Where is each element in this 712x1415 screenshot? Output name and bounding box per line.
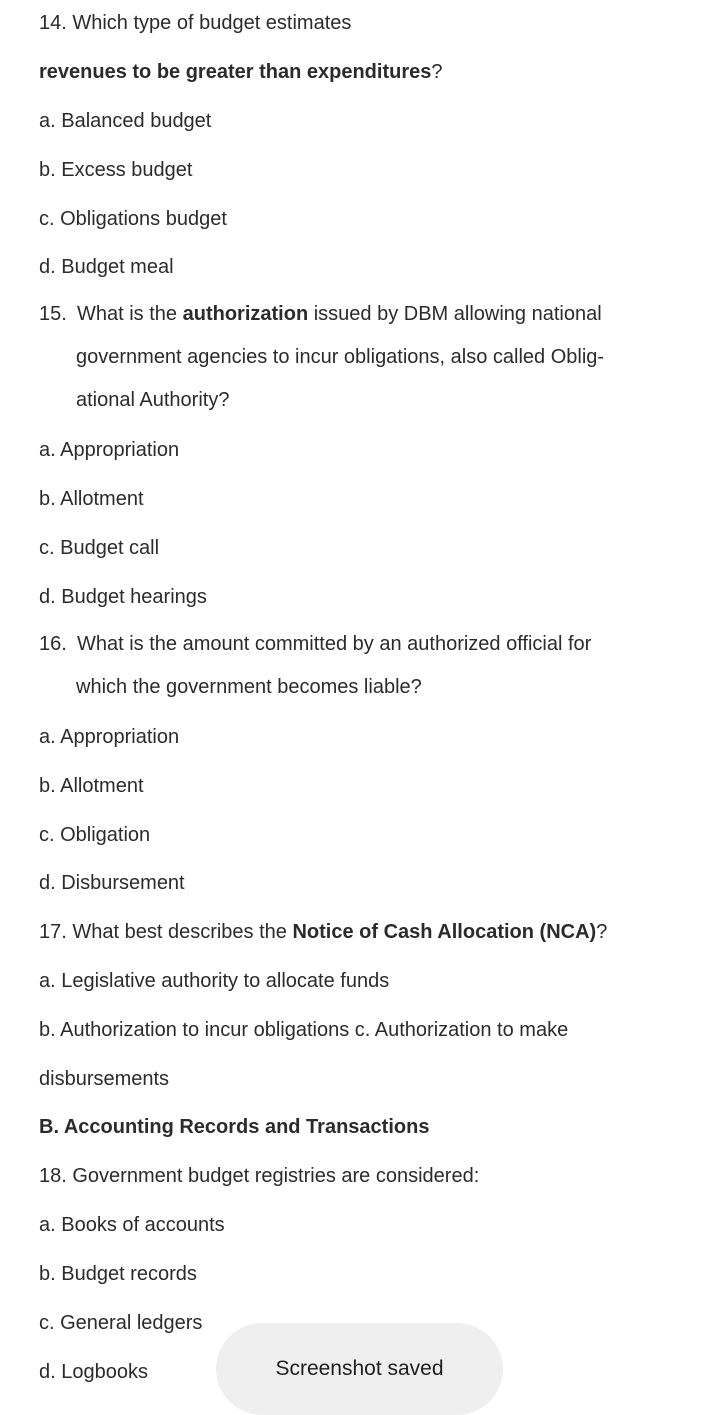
question-15 [39,293,676,422]
question-15-bold-term: authorization [182,303,309,325]
question-18-option-a: a. Books of accounts [39,1214,225,1236]
question-18-option-b: b. Budget records [39,1263,197,1285]
question-17-option-c-continued: disbursements [39,1068,170,1090]
question-15-line-3: ational Authority? [76,389,230,411]
question-14-option-a: a. Balanced budget [39,110,212,132]
question-18-option-c: c. General ledgers [39,1312,203,1334]
question-14-bold-phrase: revenues to be greater than expenditures [39,61,432,83]
toast-message: Screenshot saved [275,1357,444,1380]
question-17-bold-term: Notice of Cash Allocation (NCA) [292,921,597,943]
question-15-option-a: a. Appropriation [39,439,180,461]
question-15-option-b: b. Allotment [39,488,144,510]
screenshot-saved-toast[interactable] [216,1323,503,1415]
question-16-option-b: b. Allotment [39,775,144,797]
question-16-option-d: d. Disbursement [39,872,185,894]
question-17-option-a: a. Legislative authority to allocate funds [39,970,390,992]
question-15-option-d: d. Budget hearings [39,586,207,608]
question-14-mark: ? [431,61,443,83]
question-16-option-a: a. Appropriation [39,726,180,748]
question-16 [39,623,676,709]
question-18-option-d: d. Logbooks [39,1361,148,1383]
question-14-option-d: d. Budget meal [39,256,174,278]
question-17-option-b-c: b. Authorization to incur obligations c. Authorization to make [39,1019,569,1041]
section-b-heading: B. Accounting Records and Transactions [39,1116,430,1138]
question-15-line-1: 15. What is the authorization issued by DBM allowing national [39,293,676,336]
question-16-option-c: c. Obligation [39,824,151,846]
question-17-text: 17. What best describes the Notice of Cash Allocation (NCA)? [39,921,608,943]
question-15-line-2: government agencies to incur obligations, also called Oblig- [76,346,605,368]
question-16-line-2: which the government becomes liable? [76,676,422,698]
question-14-option-c: c. Obligations budget [39,208,227,230]
question-18-text: 18. Government budget registries are considered: [39,1165,480,1187]
question-15-option-c: c. Budget call [39,537,160,559]
question-14-text: 14. Which type of budget estimates [39,12,352,34]
question-16-line-1: 16. What is the amount committed by an authorized official for [39,623,676,666]
question-14-text-continued [39,62,442,82]
question-16-number: 16. [39,633,67,655]
question-14-option-b: b. Excess budget [39,159,193,181]
question-15-number: 15. [39,303,67,325]
